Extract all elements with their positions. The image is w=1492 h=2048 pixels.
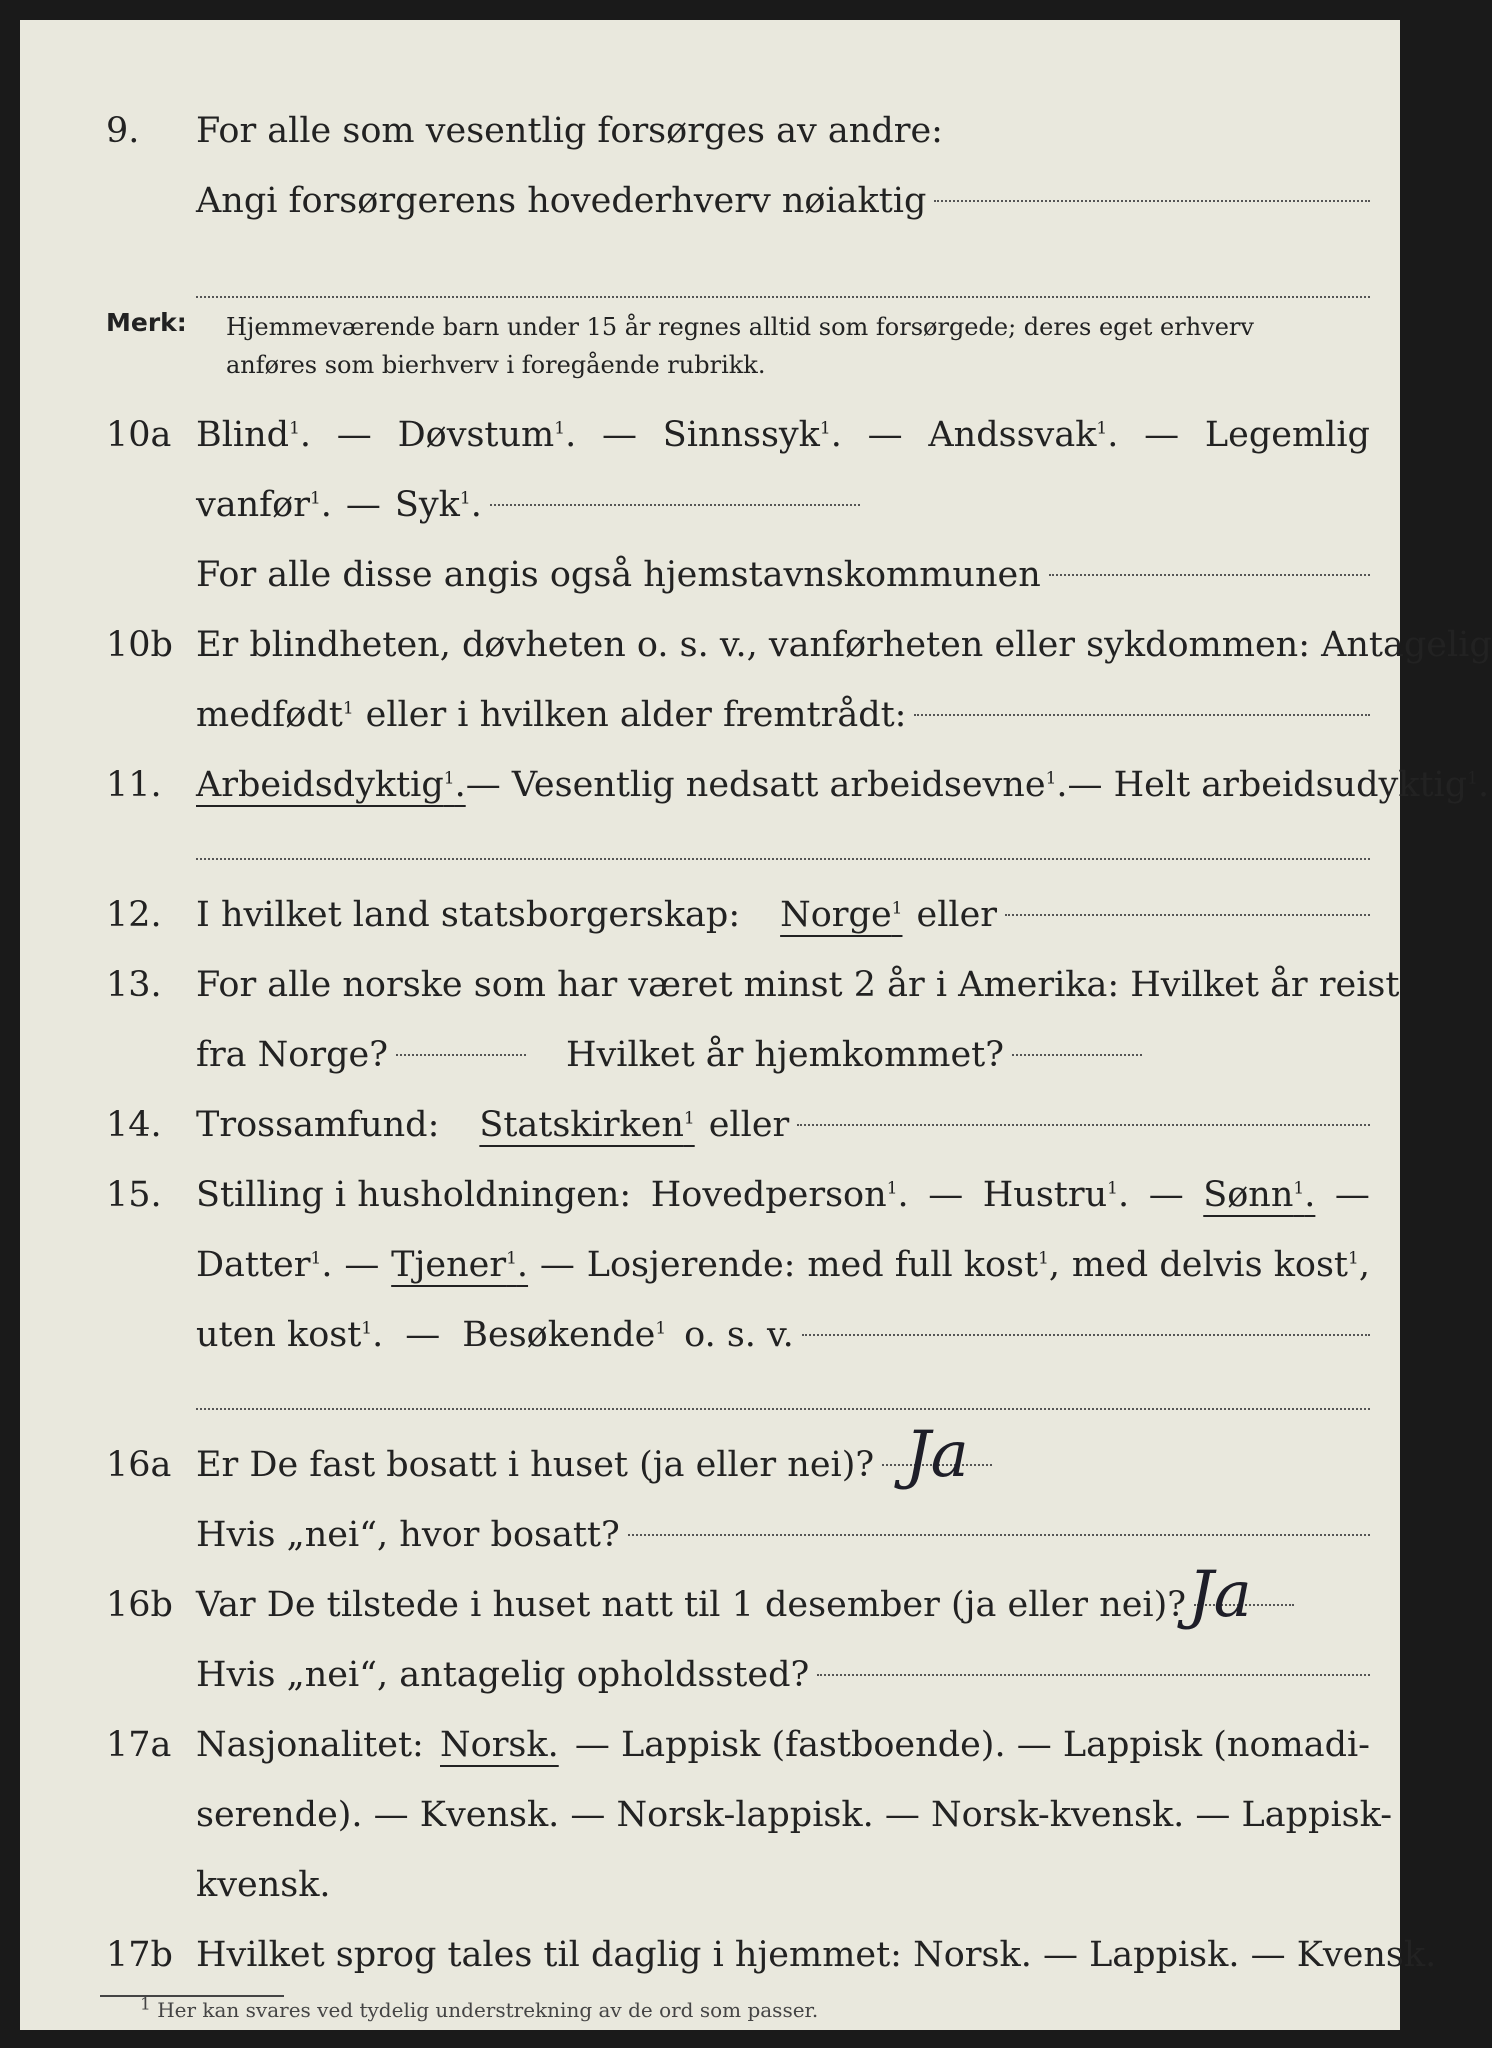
- question-text: Stilling i husholdningen:: [196, 1175, 632, 1215]
- question-10a: 10a Blind$^1$. — Døvstum$^1$. — Sinnssyk$^1$. — Andssvak$^1$. — Legemlig vanfør$^1$. — Syk$^1$. For alle disse angis også hjemstavnskommunen: [20, 400, 1400, 610]
- question-14: [20, 1090, 1400, 1160]
- question-text: Hvilket sprog tales til daglig i hjemmet: Norsk. — Lappisk. — Kvensk.: [196, 1935, 1437, 1975]
- handwritten-answer: Ja: [1188, 1558, 1252, 1632]
- option-udyktig[interactable]: — Helt arbeidsudyktig$^1$.: [1067, 765, 1490, 805]
- option-sonn[interactable]: Sønn$^1$.: [1203, 1175, 1316, 1215]
- option-uten-kost[interactable]: uten kost$^1$.: [196, 1315, 384, 1355]
- question-16b: [20, 1558, 1400, 1710]
- question-10b: [20, 610, 1492, 750]
- option-medfodt[interactable]: medfødt$^1$: [196, 695, 354, 735]
- answer-field[interactable]: [797, 1124, 1370, 1126]
- option-norsk[interactable]: Norsk.: [440, 1725, 559, 1765]
- option-sinnssyk[interactable]: Sinnssyk$^1$.: [662, 415, 842, 455]
- eller-text: eller: [916, 895, 998, 935]
- question-text: Angi forsørgerens hovederhverv nøiaktig: [196, 181, 927, 221]
- answer-field[interactable]: [914, 714, 1370, 716]
- merk-text-line: anføres som bierhverv i foregående rubrikk.: [226, 351, 766, 379]
- answer-line[interactable]: [196, 296, 1370, 298]
- answer-field[interactable]: [802, 1334, 1370, 1336]
- footnote: [140, 1994, 819, 2022]
- question-number: 10b: [106, 625, 173, 665]
- question-text: Var De tilstede i huset natt til 1 desember (ja eller nei)?: [196, 1585, 1187, 1625]
- question-text: Er De fast bosatt i huset (ja eller nei)?: [196, 1445, 875, 1485]
- question-number: 11.: [106, 765, 162, 805]
- option-hovedperson[interactable]: Hovedperson$^1$.: [650, 1175, 909, 1215]
- question-text: For alle disse angis også hjemstavnskommunen: [196, 555, 1041, 595]
- question-text: kvensk.: [196, 1865, 331, 1905]
- option-hustru[interactable]: Hustru$^1$.: [982, 1175, 1130, 1215]
- footnote-rule: [100, 1995, 284, 1997]
- answer-line[interactable]: [196, 858, 1370, 860]
- option-nedsatt[interactable]: — Vesentlig nedsatt arbeidsevne$^1$.: [465, 765, 1068, 805]
- question-12: [20, 880, 1400, 950]
- handwritten-answer: Ja: [905, 1418, 969, 1492]
- question-number: 17b: [106, 1935, 173, 1975]
- question-13: [20, 950, 1400, 1090]
- question-text: — Lappisk (fastboende). — Lappisk (nomadi-: [574, 1725, 1370, 1765]
- merk-label: Merk:: [106, 308, 187, 337]
- answer-field[interactable]: [1005, 914, 1370, 916]
- question-11: [20, 750, 1490, 820]
- question-text: fra Norge?: [196, 1035, 388, 1075]
- option-syk[interactable]: Syk$^1$.: [394, 485, 482, 525]
- option-blind[interactable]: Blind$^1$.: [196, 415, 312, 455]
- option-losjerende: Losjerende:: [586, 1245, 796, 1285]
- answer-field[interactable]: [817, 1674, 1370, 1676]
- footnote-marker: 1: [140, 1994, 151, 2015]
- question-text: serende). — Kvensk. — Norsk-lappisk. — Norsk-kvensk. — Lappisk-: [196, 1795, 1393, 1835]
- question-number: 16a: [106, 1445, 172, 1485]
- option-norge[interactable]: Norge$^1$: [780, 895, 903, 935]
- question-number: 17a: [106, 1725, 172, 1765]
- answer-field[interactable]: [934, 200, 1370, 202]
- eller-text: eller: [708, 1105, 790, 1145]
- question-number: 16b: [106, 1585, 173, 1625]
- answer-field-year-left[interactable]: [396, 1054, 526, 1056]
- question-text: Trossamfund:: [196, 1105, 440, 1145]
- question-17a: [20, 1710, 1400, 1920]
- question-text: Hvis „nei“, hvor bosatt?: [196, 1515, 620, 1555]
- question-number: 9.: [106, 111, 140, 151]
- question-number: 10a: [106, 415, 172, 455]
- question-17b: [20, 1920, 1437, 1990]
- option-legemlig[interactable]: Legemlig: [1204, 415, 1370, 455]
- question-number: 14.: [106, 1105, 162, 1145]
- option-arbeidsdyktig[interactable]: Arbeidsdyktig$^1$.: [196, 765, 466, 805]
- answer-field[interactable]: [628, 1534, 1370, 1536]
- option-besokende[interactable]: Besøkende$^1$: [462, 1315, 667, 1355]
- question-text: Hvilket år hjemkommet?: [566, 1035, 1005, 1075]
- answer-field[interactable]: [490, 504, 860, 506]
- question-text: Hvis „nei“, antagelig opholdssted?: [196, 1655, 810, 1695]
- answer-field-year-home[interactable]: [1012, 1054, 1142, 1056]
- option-delvis-kost[interactable]: med delvis kost$^1$,: [1071, 1245, 1370, 1285]
- question-text: Nasjonalitet:: [196, 1725, 424, 1765]
- question-text: Er blindheten, døvheten o. s. v., vanførheten eller sykdommen: Antagelig: [196, 625, 1492, 665]
- question-text: For alle som vesentlig forsørges av andre:: [196, 111, 943, 151]
- question-text: eller i hvilken alder fremtrådt:: [365, 695, 907, 735]
- option-full-kost[interactable]: med full kost$^1$,: [807, 1245, 1061, 1285]
- answer-field[interactable]: [1049, 574, 1370, 576]
- option-vanfor[interactable]: vanfør$^1$.: [196, 485, 332, 525]
- option-statskirken[interactable]: Statskirken$^1$: [479, 1105, 695, 1145]
- option-dovstum[interactable]: Døvstum$^1$.: [397, 415, 577, 455]
- question-text: I hvilket land statsborgerskap:: [196, 895, 741, 935]
- question-number: 13.: [106, 965, 162, 1005]
- osv-text: o. s. v.: [684, 1315, 794, 1355]
- option-datter[interactable]: Datter$^1$.: [196, 1245, 333, 1285]
- question-15: 15. Stilling i husholdningen: Hovedperson$^1$. — Hustru$^1$. — Sønn$^1$. — Datter$^1$. — Tjener$^1$. — Losjerende: med full kost$^1$, med delvis kost$^1$, uten kost$^1$. — Besøkende$^1$ o. s. v.: [20, 1160, 1400, 1370]
- question-number: 15.: [106, 1175, 162, 1215]
- question-9: [20, 96, 1400, 236]
- merk-text-line: Hjemmeværende barn under 15 år regnes alltid som forsørgede; deres eget erhverv: [226, 313, 1254, 341]
- question-text: For alle norske som har været minst 2 år i Amerika: Hvilket år reist: [196, 965, 1400, 1005]
- footnote-text: Her kan svares ved tydelig understrekning av de ord som passer.: [157, 1998, 819, 2022]
- census-form-page: [20, 20, 1492, 2030]
- option-andssvak[interactable]: Andssvak$^1$.: [928, 415, 1119, 455]
- answer-line[interactable]: [196, 1408, 1370, 1410]
- question-number: 12.: [106, 895, 162, 935]
- question-16a: [20, 1418, 1400, 1570]
- option-tjener[interactable]: Tjener$^1$.: [391, 1245, 529, 1285]
